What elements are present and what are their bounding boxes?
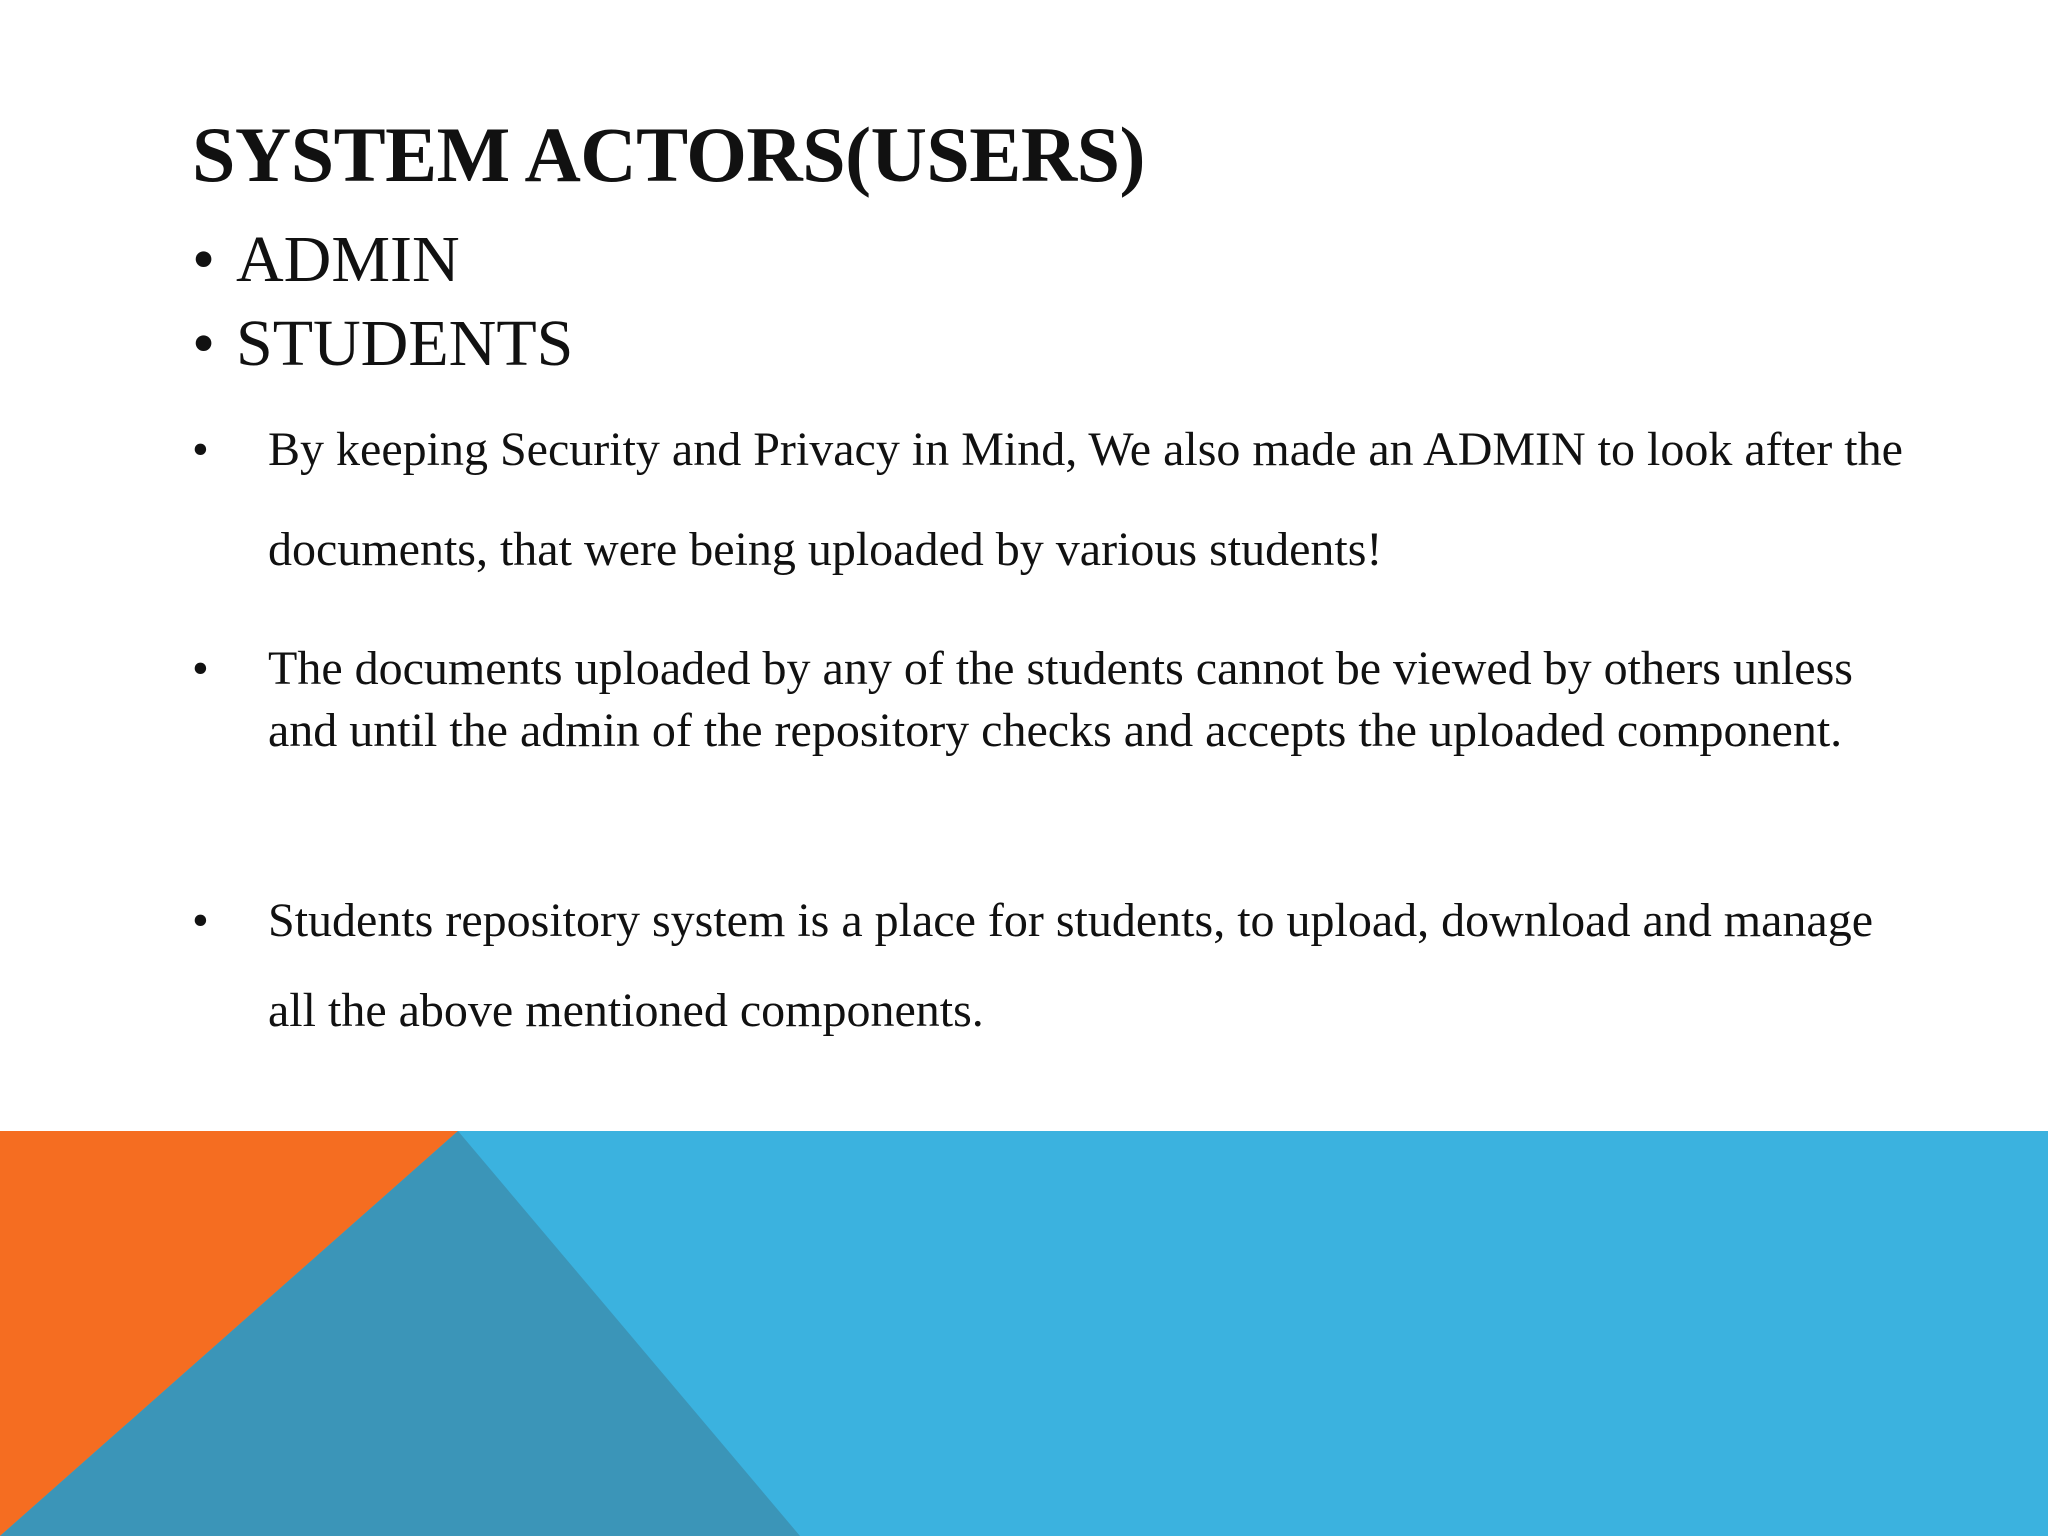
point-document-approval	[192, 638, 1912, 762]
point-text: Students repository system is a place for students, to upload, download and manage all the above mentioned components.	[268, 894, 1874, 1037]
point-admin-security	[192, 400, 1912, 600]
actors-list	[192, 218, 573, 386]
actor-label: ADMIN	[236, 223, 460, 296]
footer-shapes	[0, 1131, 2048, 1536]
point-text: By keeping Security and Privacy in Mind, We also made an ADMIN to look after the documents, that were being uploaded by various students!	[268, 423, 1903, 576]
actor-item-admin	[192, 218, 573, 302]
point-text: The documents uploaded by any of the students cannot be viewed by others unless and until the admin of the repository checks and accepts the uploaded component.	[268, 642, 1853, 757]
bullet-dot: •	[192, 423, 209, 476]
bullet-dot: •	[192, 307, 216, 380]
bullet-dot: •	[192, 642, 209, 695]
bullet-dot: •	[192, 223, 216, 296]
actor-label: STUDENTS	[236, 307, 574, 380]
slide-title: SYSTEM ACTORS(USERS)	[192, 111, 1146, 198]
point-repository-purpose	[192, 876, 1912, 1056]
footer-decoration	[0, 1131, 2048, 1536]
bullet-dot: •	[192, 894, 209, 947]
actor-item-students	[192, 302, 573, 386]
